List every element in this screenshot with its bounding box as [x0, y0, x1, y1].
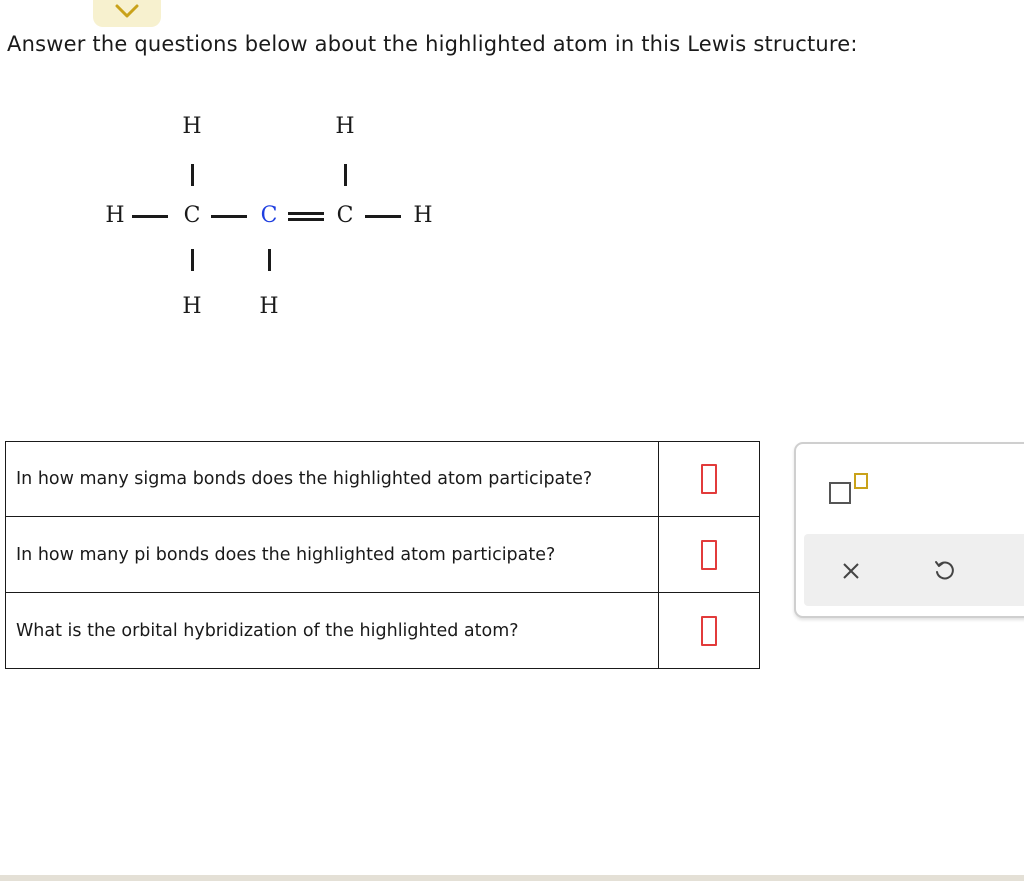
bond-single — [344, 164, 347, 186]
tools-control-bar — [804, 534, 1024, 606]
collapse-toggle[interactable] — [93, 0, 161, 27]
question-prompt: Answer the questions below about the highlighted atom in this Lewis structure: — [7, 32, 858, 56]
question-row — [6, 593, 760, 669]
bond-single — [132, 215, 168, 218]
hybridization-answer-input[interactable] — [701, 616, 717, 646]
bond-single — [268, 249, 271, 271]
question-text: In how many sigma bonds does the highlighted atom participate? — [6, 442, 659, 517]
chevron-down-icon — [113, 2, 141, 20]
undo-icon[interactable] — [932, 559, 956, 583]
atom-c1: C — [183, 203, 201, 228]
answer-cell — [658, 517, 759, 593]
question-text: What is the orbital hybridization of the highlighted atom? — [6, 593, 659, 669]
atom-h-top-left: H — [182, 114, 202, 139]
question-row — [6, 442, 760, 517]
bond-single — [211, 215, 247, 218]
atom-c3: C — [336, 203, 354, 228]
bond-single — [191, 164, 194, 186]
atom-h-bottom-mid: H — [259, 294, 279, 319]
answer-cell — [658, 593, 759, 669]
question-text: In how many pi bonds does the highlighted atom participate? — [6, 517, 659, 593]
question-row — [6, 517, 760, 593]
answer-tools-palette — [794, 442, 1024, 618]
sigma-bonds-answer-input[interactable] — [701, 464, 717, 494]
atom-c-highlighted: C — [260, 203, 278, 228]
bottom-divider — [0, 875, 1024, 881]
bond-double — [288, 212, 324, 221]
bond-single — [365, 215, 401, 218]
superscript-box-icon[interactable] — [828, 470, 876, 510]
bond-single — [191, 249, 194, 271]
questions-table — [5, 441, 760, 669]
atom-h-left: H — [105, 203, 125, 228]
atom-h-right: H — [413, 203, 433, 228]
pi-bonds-answer-input[interactable] — [701, 540, 717, 570]
close-icon[interactable] — [842, 562, 860, 580]
answer-cell — [658, 442, 759, 517]
atom-h-top-right: H — [335, 114, 355, 139]
atom-h-bottom-left: H — [182, 294, 202, 319]
lewis-structure — [95, 105, 455, 335]
